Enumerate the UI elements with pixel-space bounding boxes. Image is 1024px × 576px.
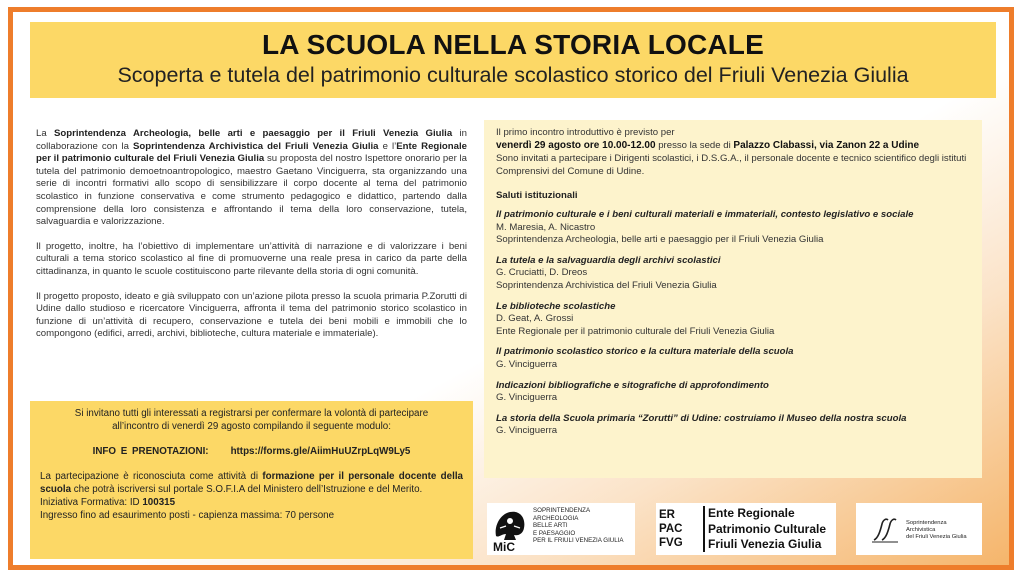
session-item	[496, 255, 970, 293]
session-title: La tutela e la salvaguardia degli archivi scolastici	[496, 254, 721, 266]
session-item	[496, 413, 970, 438]
mic-caption	[533, 507, 624, 545]
text: che potrà iscriversi sul portale S.O.F.I.A del Ministero dell’Istruzione e del Merito.	[71, 484, 423, 495]
logo-line: SOPRINTENDENZA	[533, 507, 591, 514]
invited-audience: Sono invitati a partecipare i Dirigenti scolastici, i D.S.G.A., il personale docente e tecnico scientifico degli istituti Comprensivi del Comune di Udine.	[496, 153, 967, 177]
logo-line: Ente Regionale	[708, 506, 795, 520]
info-label: INFO E PRENOTAZIONI:	[92, 446, 209, 457]
entry-note: Ingresso fino ad esaurimento posti - capienza massima: 70 persone	[40, 510, 335, 521]
text: La partecipazione è riconosciuta come attività di	[40, 471, 263, 482]
text: La	[36, 128, 55, 139]
event-place: Palazzo Clabassi, via Zanon 22 a Udine	[733, 140, 920, 151]
text: e l’	[378, 140, 397, 152]
text-bold: formazione per il personale docente della scuola	[40, 471, 463, 495]
session-speakers: D. Geat, A. Grossi	[496, 313, 574, 325]
session-speakers: G. Vinciguerra	[496, 358, 558, 370]
logo-line: Patrimonio Culturale	[708, 521, 827, 536]
logo-line: E PAESAGGIO	[533, 529, 576, 537]
mic-emblem-icon	[490, 506, 530, 552]
session-speakers: G. Cruciatti, D. Dreos	[496, 267, 588, 279]
logo-line: Archivistica	[906, 527, 936, 533]
logo-line: BELLE ARTI	[533, 522, 568, 530]
erpac-caption	[708, 506, 826, 553]
intro-line: Il primo incontro introduttivo è previsto per	[496, 127, 675, 138]
session-org: Ente Regionale per il patrimonio culturale del Friuli Venezia Giulia	[496, 325, 775, 337]
page-subtitle: Scoperta e tutela del patrimonio culturale scolastico storico del Friuli Venezia Giulia	[117, 63, 909, 87]
logo-line: PER IL FRIULI VENEZIA GIULIA	[533, 537, 624, 545]
session-title: Il patrimonio scolastico storico e la cultura materiale della scuola	[496, 346, 794, 358]
erpac-letters: ER	[659, 509, 675, 521]
logo-line: ARCHEOLOGIA	[533, 514, 579, 522]
logo-line: Soprintendenza	[906, 520, 947, 526]
recognition-text	[40, 470, 463, 496]
session-title: La storia della Scuola primaria “Zorutti” di Udine: costruiamo il Museo della nostra scuola	[496, 412, 907, 424]
course-id	[40, 496, 463, 509]
program-box	[484, 120, 982, 478]
greetings-heading: Saluti istituzionali	[496, 190, 578, 201]
paragraph-intro	[36, 128, 467, 229]
logo-erpac	[656, 503, 836, 555]
event-intro	[496, 126, 970, 178]
session-org: Soprintendenza Archivistica del Friuli Venezia Giulia	[496, 279, 717, 291]
logo-line: Friuli Venezia Giulia	[708, 537, 822, 551]
text: presso la sede di	[655, 140, 734, 151]
session-speakers: G. Vinciguerra	[496, 425, 558, 437]
registration-link[interactable]: https://forms.gle/AiimHuUZrpLqW9Ly5	[230, 446, 411, 457]
paragraph-objective: Il progetto, inoltre, ha l’obiettivo di implementare un’attività di narrazione e di valorizzare i beni culturali a tema storico scolastico al fine di promuoverne una reale presa in carico da parte della cittadinanza, in quanto le scuole costituiscono parte rilevante della storia di ogni comunità.	[36, 240, 467, 277]
invite-line: Si invitano tutti gli interessati a registrarsi per confermare la volontà di partecipare	[74, 408, 429, 419]
invite-text	[40, 407, 463, 433]
erpac-letters: PAC	[659, 523, 683, 535]
paragraph-pilot: Il progetto proposto, ideato e già sviluppato con un’azione pilota presso la scuola primaria P.Zorutti di Udine dallo studioso e ricercatore Vinciguerra, affronta il tema del patrimonio storico scolastico in funzione di un’attività di recupero, conservazione e tutela dei beni mobili e immobili che lo compongono (edifici, arredi, archivi, biblioteche, cultura materiale e immateriale).	[36, 290, 467, 340]
logo-soprintendenza-archeologia	[487, 503, 635, 555]
org-name: Soprintendenza Archivistica del Friuli Venezia Giulia	[133, 140, 379, 152]
page-title: LA SCUOLA NELLA STORIA LOCALE	[261, 29, 764, 60]
event-date: venerdì 29 agosto ore 10.00-12.00	[496, 140, 656, 151]
erpac-letters: FVG	[659, 537, 683, 549]
session-item	[496, 380, 970, 405]
org-name: Ente Regionale per il patrimonio culturale del Friuli Venezia Giulia	[36, 140, 467, 165]
session-title: Indicazioni bibliografiche e sitografiche di approfondimento	[496, 379, 769, 391]
text: in collaborazione con la	[36, 128, 467, 152]
session-speakers: M. Maresia, A. Nicastro	[496, 221, 596, 233]
divider	[703, 506, 705, 552]
erpac-mark	[659, 508, 707, 550]
mic-mark: MiC	[493, 540, 515, 552]
session-title: Il patrimonio culturale e i beni culturali materiali e immateriali, contesto legislativo e sociale	[496, 209, 914, 220]
invite-line: all’incontro di venerdì 29 agosto compilando il seguente modulo:	[112, 421, 391, 432]
id-label: Iniziativa Formativa: ID	[40, 497, 143, 508]
logo-soprintendenza-archivistica	[856, 503, 982, 555]
session-org: Soprintendenza Archeologia, belle arti e paesaggio per il Friuli Venezia Giulia	[496, 234, 824, 246]
poster-header	[30, 22, 996, 98]
session-title: Le biblioteche scolastiche	[496, 300, 616, 312]
registration-box	[30, 401, 473, 559]
session-item	[496, 346, 970, 371]
session-item	[496, 209, 970, 247]
sab-caption	[906, 520, 967, 541]
session-item	[496, 301, 970, 339]
text: su proposta del nostro Ispettore onorario per la tutela del patrimonio demoetnoantropologico, maestro Gaetano Vinciguerra, sta organizzando una serie di incontri formativi allo scopo di sensibilizzare il corpo docente al tema del patrimonio scolastico in funzione conservativa e come strumento pedagogico e didattico, partendo dalla comprensione della loro consistenza e affrontando il tema della loro conservazione, tutela, salvaguardia e valorizzazione.	[36, 153, 467, 228]
project-description	[36, 128, 467, 353]
event-when-where	[496, 139, 970, 152]
id-value: 100315	[142, 497, 176, 508]
org-name: Soprintendenza Archeologia, belle arti e paesaggio per il Friuli Venezia Giulia	[54, 128, 453, 139]
logo-line: del Friuli Venezia Giulia	[906, 534, 967, 540]
session-speakers: G. Vinciguerra	[496, 392, 558, 404]
info-line	[40, 446, 463, 457]
sab-emblem-icon	[868, 512, 904, 548]
